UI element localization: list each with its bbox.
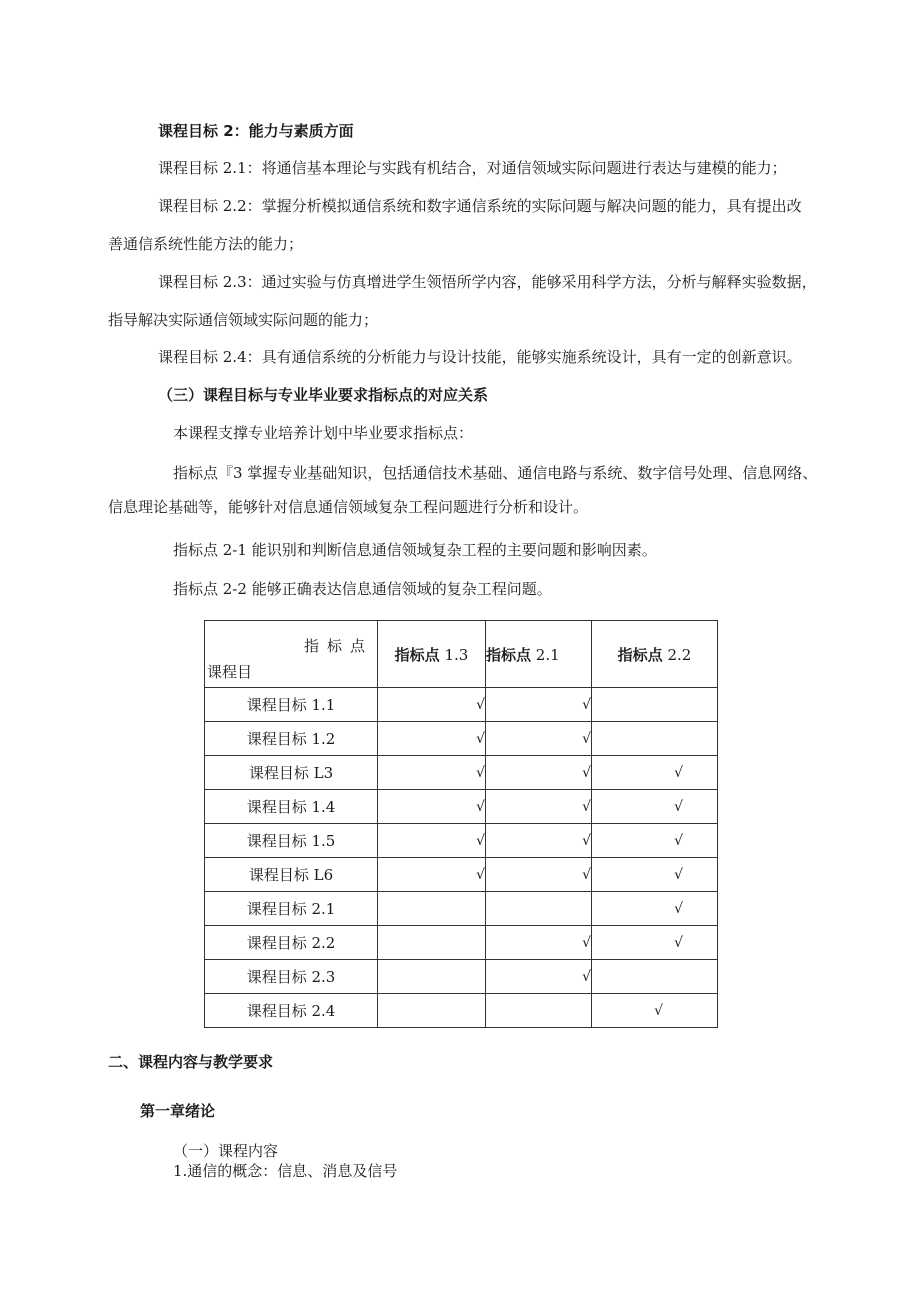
course-content-heading: （一）课程内容 xyxy=(173,1142,279,1160)
goal-cell: 课程目标 1.4 xyxy=(205,790,378,824)
check-cell: √ xyxy=(378,858,486,892)
check-cell xyxy=(378,892,486,926)
goal-cell: 课程目标 2.1 xyxy=(205,892,378,926)
col-header-2-1 xyxy=(486,621,592,688)
col-header-label: 指标点 xyxy=(617,645,663,664)
col-header-num: 2.1 xyxy=(535,645,560,664)
table-row xyxy=(205,994,718,1028)
content-item-1: 1.通信的概念：信息、消息及信号 xyxy=(173,1162,398,1180)
table-row xyxy=(205,960,718,994)
goal2-4-text: 课程目标 2.4：具有通信系统的分析能力与设计技能，能够实施系统设计，具有一定的创新意识。 xyxy=(158,348,802,366)
indicator-1-3-line2: 信息理论基础等，能够针对信息通信领域复杂工程问题进行分析和设计。 xyxy=(108,498,589,516)
goal-cell: 课程目标 2.4 xyxy=(205,994,378,1028)
goal-cell: 课程目标 2.2 xyxy=(205,926,378,960)
goal-cell: 课程目标 2.3 xyxy=(205,960,378,994)
goal-cell: 课程目标 1.5 xyxy=(205,824,378,858)
col-header-2-2 xyxy=(592,621,718,688)
check-cell xyxy=(378,926,486,960)
table-row xyxy=(205,858,718,892)
check-cell: √ xyxy=(378,722,486,756)
check-cell: √ xyxy=(592,756,718,790)
goal-cell: 课程目标 L6 xyxy=(205,858,378,892)
check-cell xyxy=(378,994,486,1028)
check-cell: √ xyxy=(486,688,592,722)
check-cell xyxy=(592,688,718,722)
goal2-3-text-line2: 指导解决实际通信领域实际问题的能力； xyxy=(108,311,379,329)
col-header-label: 指标点 xyxy=(394,645,440,664)
check-cell xyxy=(486,994,592,1028)
check-cell xyxy=(378,960,486,994)
check-cell xyxy=(592,722,718,756)
goal2-2-text-line2: 善通信系统性能方法的能力； xyxy=(108,235,304,253)
goal2-heading xyxy=(158,121,354,141)
part2-heading: 二、课程内容与教学要求 xyxy=(108,1053,274,1071)
check-cell: √ xyxy=(486,790,592,824)
col-header-num: 2.2 xyxy=(667,645,692,664)
check-cell: √ xyxy=(486,960,592,994)
goal2-2-text-line1: 课程目标 2.2：掌握分析模拟通信系统和数字通信系统的实际问题与解决问题的能力，具有提出改 xyxy=(158,197,802,215)
table-row xyxy=(205,722,718,756)
table-row xyxy=(205,790,718,824)
indicator-2-1: 指标点 2-1 能识别和判断信息通信领域复杂工程的主要问题和影响因素。 xyxy=(173,541,657,559)
goal-cell: 课程目标 1.2 xyxy=(205,722,378,756)
table-row xyxy=(205,756,718,790)
corner-top-label: 指标点 xyxy=(303,637,373,655)
table-corner-cell xyxy=(205,621,378,688)
check-cell: √ xyxy=(592,994,718,1028)
table-header-row xyxy=(205,621,718,688)
indicator-1-3-line1: 指标点『3 掌握专业基础知识，包括通信技术基础、通信电路与系统、数字信号处理、信息网络、 xyxy=(173,464,818,482)
table-row xyxy=(205,892,718,926)
check-cell: √ xyxy=(378,688,486,722)
section3-heading: （三）课程目标与专业毕业要求指标点的对应关系 xyxy=(158,386,489,404)
indicator-2-2: 指标点 2-2 能够正确表达信息通信领域的复杂工程问题。 xyxy=(173,580,552,598)
check-cell xyxy=(592,960,718,994)
check-cell: √ xyxy=(592,858,718,892)
check-cell: √ xyxy=(592,790,718,824)
chapter1-heading: 第一章绪论 xyxy=(140,1102,216,1120)
corner-bottom-label: 课程目 xyxy=(207,663,253,681)
table-row xyxy=(205,926,718,960)
check-cell: √ xyxy=(486,722,592,756)
check-cell: √ xyxy=(486,858,592,892)
check-cell: √ xyxy=(486,756,592,790)
goal2-1-text: 课程目标 2.1：将通信基本理论与实践有机结合，对通信领域实际问题进行表达与建模的能力； xyxy=(158,159,787,177)
table-row xyxy=(205,688,718,722)
check-cell xyxy=(486,892,592,926)
goal2-3-text-line1: 课程目标 2.3：通过实验与仿真增进学生领悟所学内容，能够采用科学方法，分析与解释实验数据， xyxy=(158,273,817,291)
check-cell: √ xyxy=(378,756,486,790)
check-cell: √ xyxy=(592,824,718,858)
check-cell: √ xyxy=(592,892,718,926)
check-cell: √ xyxy=(378,790,486,824)
check-cell: √ xyxy=(592,926,718,960)
col-header-num: 1.3 xyxy=(444,645,469,664)
table-row xyxy=(205,824,718,858)
goal2-heading-text: 课程目标 2：能力与素质方面 xyxy=(158,122,354,140)
check-cell: √ xyxy=(378,824,486,858)
goal-cell: 课程目标 L3 xyxy=(205,756,378,790)
check-cell: √ xyxy=(486,824,592,858)
goal-cell: 课程目标 1.1 xyxy=(205,688,378,722)
goal-indicator-table xyxy=(204,620,718,1028)
check-cell: √ xyxy=(486,926,592,960)
col-header-1-3 xyxy=(378,621,486,688)
section3-intro: 本课程支撑专业培养计划中毕业要求指标点： xyxy=(173,424,474,442)
col-header-label: 指标点 xyxy=(486,645,532,664)
